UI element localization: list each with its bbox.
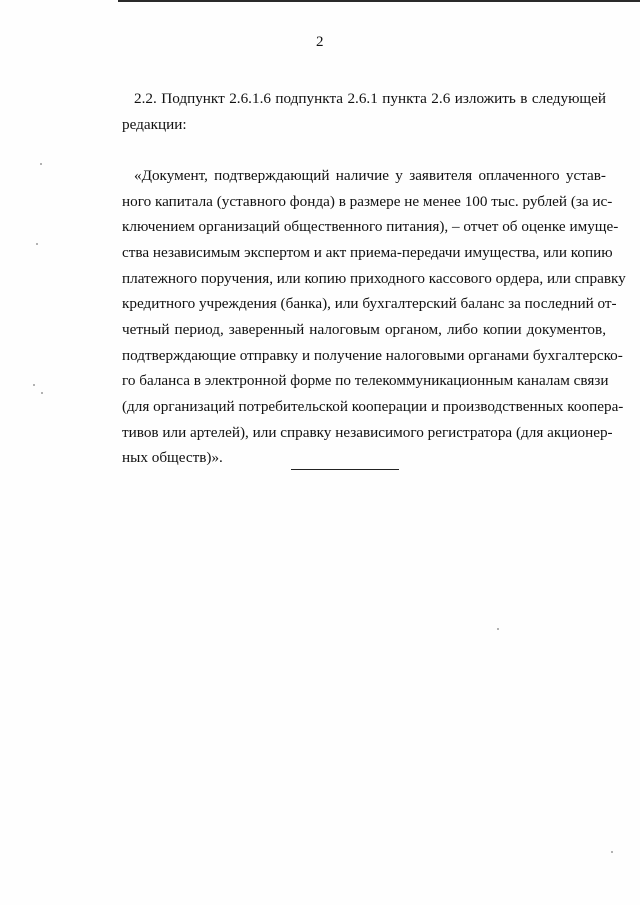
paragraph-line: ных обществ)». — [122, 449, 223, 466]
scan-speck — [41, 392, 43, 394]
paragraph-line: платежного поручения, или копию приходного кассового ордера, или справку — [122, 270, 626, 287]
closing-rule — [291, 469, 399, 470]
paragraph-line: ключением организаций общественного питания), – отчет об оценке имуще- — [122, 218, 619, 235]
scan-speck — [33, 384, 35, 386]
paragraph-line: (для организаций потребительской кооперации и производственных коопера- — [122, 398, 624, 415]
paragraph-line: ного капитала (уставного фонда) в размере не менее 100 тыс. рублей (за ис- — [122, 193, 613, 210]
paragraph-line: «Документ, подтверждающий наличие у заявителя оплаченного устав- — [134, 167, 606, 184]
paragraph-line: ства независимым экспертом и акт приема-передачи имущества, или копию — [122, 244, 613, 261]
paragraph-line: го баланса в электронной форме по телекоммуникационным каналам связи — [122, 372, 609, 389]
paragraph-line: четный период, заверенный налоговым органом, либо копии документов, — [122, 321, 606, 338]
scan-speck — [497, 628, 499, 630]
scan-speck — [40, 163, 42, 165]
paragraph-line: редакции: — [122, 116, 187, 133]
paragraph-line: кредитного учреждения (банка), или бухгалтерский баланс за последний от- — [122, 295, 617, 312]
scan-speck — [36, 243, 38, 245]
paragraph-line: 2.2. Подпункт 2.6.1.6 подпункта 2.6.1 пункта 2.6 изложить в следующей — [134, 90, 606, 107]
paragraph-line: тивов или артелей), или справку независимого регистратора (для акционер- — [122, 424, 613, 441]
paragraph-line: подтверждающие отправку и получение налоговыми органами бухгалтерско- — [122, 347, 623, 364]
page-number: 2 — [316, 34, 324, 50]
scan-speck — [611, 851, 613, 853]
top-border-line — [118, 0, 640, 2]
